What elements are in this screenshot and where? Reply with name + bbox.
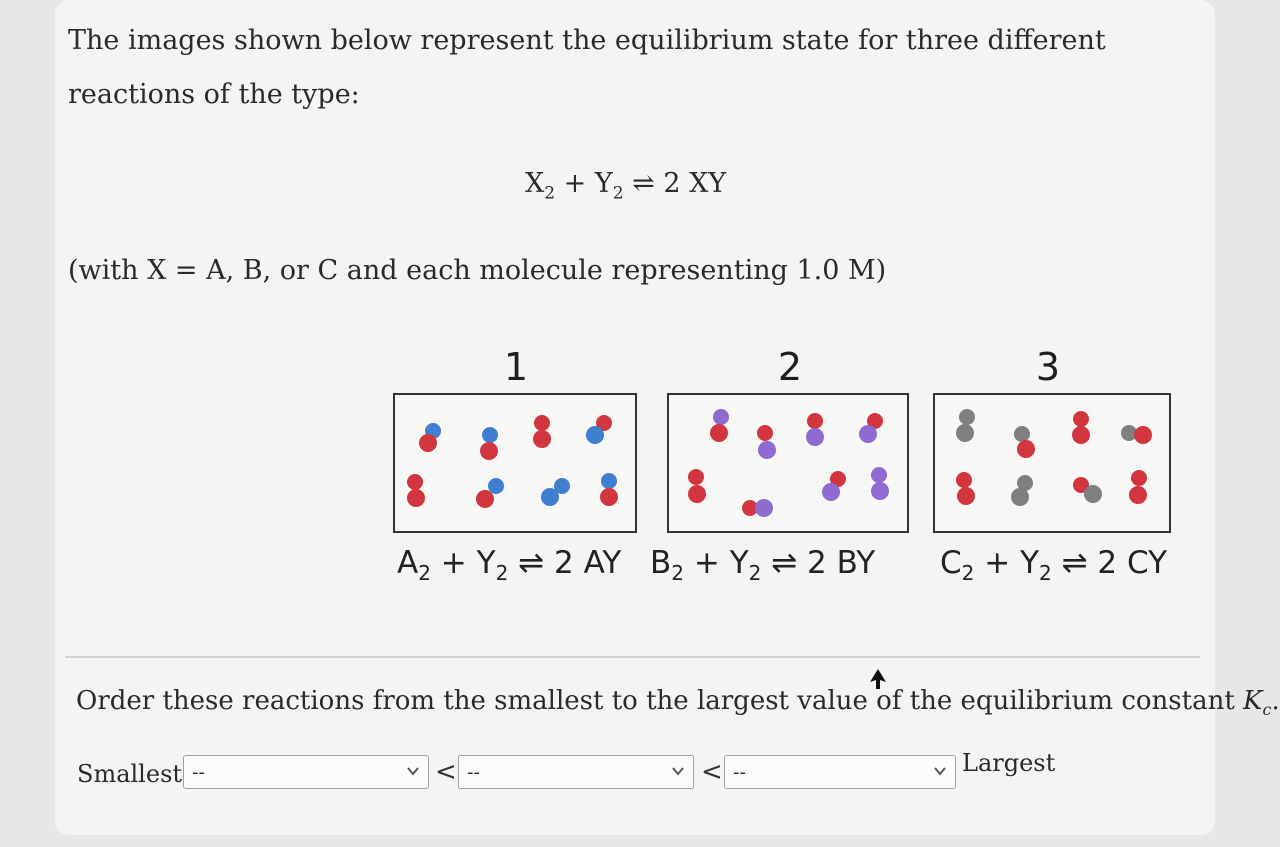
- by-molecule: [742, 499, 773, 517]
- ay-molecule: [419, 423, 441, 452]
- rank-select-3[interactable]: [724, 755, 956, 789]
- box-3-number: 3: [1035, 345, 1061, 389]
- b2-molecule: [871, 467, 889, 500]
- molecule-box-2: [667, 393, 909, 533]
- kc-symbol: $K_c$: [1243, 686, 1272, 720]
- rank-select-1-value: --: [192, 762, 205, 783]
- cy-molecule: [1121, 425, 1152, 444]
- intro-text: The images shown below represent the equilibrium state for three different reactions of the type:: [68, 25, 1106, 110]
- ay-molecule: [476, 478, 504, 508]
- general-equation: $X_2 + Y_2$ ⇌ 2 XY: [525, 168, 727, 204]
- rank-select-3-value: --: [733, 762, 746, 783]
- concentration-note: (with X = A, B, or C and each molecule representing 1.0 M): [68, 255, 887, 286]
- cy-molecule: [1073, 477, 1102, 503]
- rank-select-2-value: --: [467, 762, 480, 783]
- y2-molecule: [956, 472, 975, 505]
- reaction-3-equation: $C_2 + Y_2$ ⇌ 2 CY: [940, 545, 1168, 586]
- largest-label: Largest: [962, 749, 1056, 777]
- less-than-symbol: <: [701, 757, 723, 787]
- ay-molecule: [586, 415, 612, 444]
- cy-molecule: [1014, 426, 1035, 458]
- reaction-2-equation: $B_2 + Y_2$ ⇌ 2 BY: [650, 545, 876, 586]
- molecule-diagram-1: [395, 395, 635, 531]
- ay-molecule: [480, 427, 498, 460]
- chevron-down-icon: [933, 764, 947, 778]
- c2-molecule: [956, 409, 975, 442]
- by-molecule: [806, 413, 824, 446]
- reaction-1-equation: $A_2 + Y_2$ ⇌ 2 AY: [397, 545, 622, 586]
- less-than-symbol: <: [435, 757, 457, 787]
- cy-molecule: [1129, 470, 1147, 504]
- rank-select-1[interactable]: [183, 755, 429, 789]
- y2-molecule: [533, 415, 551, 448]
- molecule-box-1: [393, 393, 637, 533]
- box-1-number: 1: [503, 345, 529, 389]
- by-molecule: [710, 409, 729, 442]
- by-molecule: [757, 425, 776, 459]
- a2-molecule: [541, 478, 570, 506]
- y2-molecule: [407, 474, 425, 507]
- question-prompt: Order these reactions from the smallest to the largest value of the equilibrium constant $K_c$.: [76, 686, 1280, 720]
- rank-select-2[interactable]: [458, 755, 694, 789]
- y2-molecule: [1072, 411, 1090, 444]
- c2-molecule: [1011, 475, 1033, 506]
- by-molecule: [859, 413, 883, 443]
- ay-molecule: [600, 473, 618, 506]
- by-molecule: [822, 471, 846, 501]
- chevron-down-icon: [406, 764, 420, 778]
- molecule-diagram-2: [669, 395, 907, 531]
- y2-molecule: [688, 469, 706, 503]
- equilibrium-arrow: ⇌: [632, 168, 655, 199]
- molecule-box-3: [933, 393, 1171, 533]
- chevron-down-icon: [671, 764, 685, 778]
- molecule-diagram-3: [935, 395, 1169, 531]
- section-divider: [65, 656, 1200, 658]
- smallest-label: Smallest: [77, 760, 183, 788]
- box-2-number: 2: [777, 345, 803, 389]
